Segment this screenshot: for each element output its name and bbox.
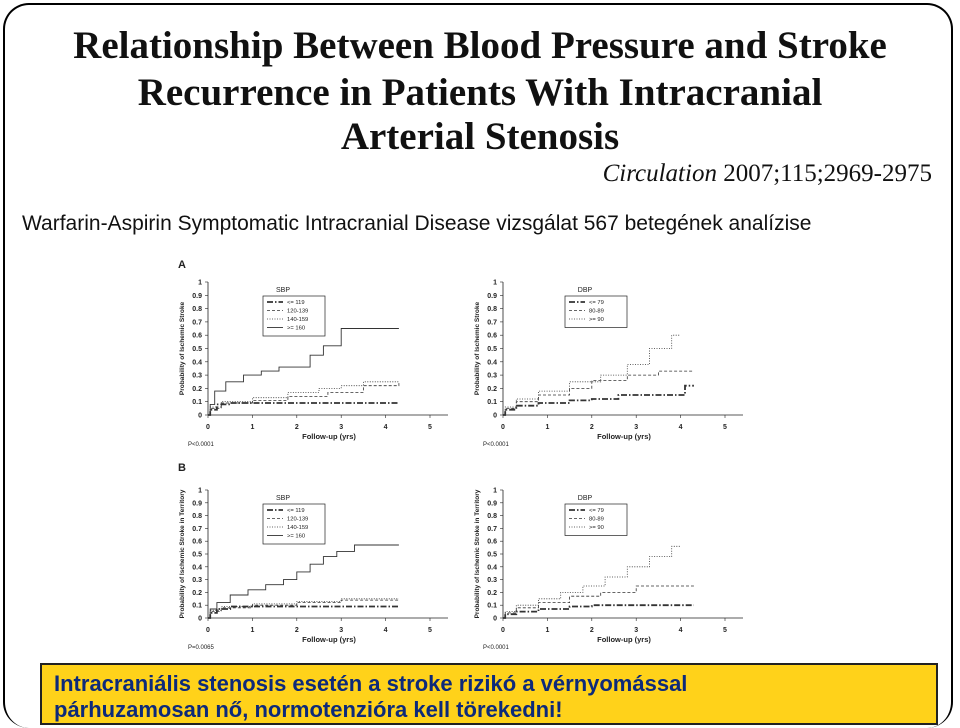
legend-label: 120-139 xyxy=(287,516,309,523)
panel-b-label: B xyxy=(178,462,186,474)
y-tick-label: 1 xyxy=(198,279,202,287)
legend-label: >= 90 xyxy=(589,525,604,532)
x-tick-label: 0 xyxy=(206,424,210,431)
x-tick-label: 3 xyxy=(634,424,639,431)
x-tick-label: 1 xyxy=(250,424,255,431)
y-axis-label: Probability of Ischemic Stroke xyxy=(179,301,186,396)
x-tick-label: 5 xyxy=(723,424,727,431)
x-axis-label: Follow-up (yrs) xyxy=(597,635,651,644)
x-tick-label: 1 xyxy=(250,627,255,634)
y-tick-label: 1 xyxy=(493,279,497,287)
series-line xyxy=(208,600,399,618)
chart-a-sbp xyxy=(170,270,465,455)
y-tick-label: 0.1 xyxy=(487,399,497,407)
y-tick-label: 0.6 xyxy=(487,538,497,546)
y-tick-label: 0.9 xyxy=(487,500,497,508)
y-tick-label: 0.7 xyxy=(192,525,202,533)
x-tick-label: 0 xyxy=(501,424,505,431)
x-axis-label: Follow-up (yrs) xyxy=(302,635,356,644)
conclusion-line-1: Intracraniális stenosis esetén a stroke rizikó a vérnyomással xyxy=(54,671,688,696)
y-tick-label: 0.6 xyxy=(487,332,497,340)
x-tick-label: 2 xyxy=(589,424,594,431)
x-axis-label: Follow-up (yrs) xyxy=(597,432,651,441)
x-tick-label: 3 xyxy=(634,627,639,634)
series-line xyxy=(503,586,694,618)
x-tick-label: 4 xyxy=(678,627,683,634)
y-tick-label: 0 xyxy=(198,615,202,623)
y-tick-label: 0.5 xyxy=(192,551,202,559)
series-line xyxy=(503,605,694,618)
legend-label: 120-139 xyxy=(287,308,309,315)
legend-label: <= 79 xyxy=(589,508,604,515)
y-tick-label: 0.8 xyxy=(192,513,202,521)
x-tick-label: 3 xyxy=(339,627,344,634)
x-tick-label: 5 xyxy=(428,424,432,431)
y-tick-label: 0 xyxy=(493,615,497,623)
chart-b-sbp xyxy=(170,478,465,658)
x-tick-label: 5 xyxy=(428,627,432,634)
pvalue-a-sbp: P<0.0001 xyxy=(188,442,214,448)
y-tick-label: 0 xyxy=(198,412,202,420)
y-tick-label: 0.1 xyxy=(487,602,497,610)
legend-label: >= 90 xyxy=(589,317,604,324)
pvalue-a-dbp: P<0.0001 xyxy=(483,442,509,448)
y-tick-label: 0.3 xyxy=(192,577,202,585)
chart-title: DBP xyxy=(577,495,593,502)
y-axis-label: Probability of Ischemic Stroke in Territory xyxy=(179,489,186,619)
x-tick-label: 3 xyxy=(339,424,344,431)
x-tick-label: 2 xyxy=(294,627,299,634)
conclusion-banner xyxy=(40,663,938,725)
legend-label: <= 79 xyxy=(589,300,604,307)
legend-label: <= 119 xyxy=(287,508,305,515)
legend-label: 80-89 xyxy=(589,308,604,315)
x-tick-label: 1 xyxy=(545,424,550,431)
series-line xyxy=(208,383,399,415)
x-tick-label: 2 xyxy=(589,627,594,634)
series-line xyxy=(208,382,399,415)
y-tick-label: 0.8 xyxy=(487,306,497,314)
y-tick-label: 1 xyxy=(198,487,202,495)
y-tick-label: 0.8 xyxy=(192,306,202,314)
y-tick-label: 0.5 xyxy=(192,346,202,353)
panel-a-label: A xyxy=(178,259,186,271)
legend-label: >= 160 xyxy=(287,533,306,540)
conclusion-line-2: párhuzamosan nő, normotenzióra kell törekedni! xyxy=(54,697,563,722)
legend-label: >= 160 xyxy=(287,325,306,332)
study-subtitle: Warfarin-Aspirin Symptomatic Intracranial Disease vizsgálat 567 betegének analízise xyxy=(22,212,812,235)
y-tick-label: 0.5 xyxy=(487,551,497,559)
pvalue-b-sbp: P=0.0065 xyxy=(188,645,214,651)
series-line xyxy=(503,386,694,415)
y-tick-label: 0.2 xyxy=(192,589,202,597)
y-tick-label: 0.4 xyxy=(192,359,202,367)
x-tick-label: 2 xyxy=(294,424,299,431)
x-tick-label: 4 xyxy=(383,424,388,431)
y-tick-label: 0.2 xyxy=(487,385,497,393)
y-tick-label: 0.4 xyxy=(192,564,202,572)
legend-label: 140-159 xyxy=(287,525,309,532)
y-tick-label: 0.3 xyxy=(192,372,202,380)
legend-label: 80-89 xyxy=(589,516,604,523)
y-axis-label: Probability of Ischemic Stroke in Territory xyxy=(474,489,481,619)
y-tick-label: 0.4 xyxy=(487,359,497,367)
series-line xyxy=(208,607,399,619)
x-tick-label: 0 xyxy=(501,627,505,634)
y-axis-label: Probability of Ischemic Stroke xyxy=(474,301,481,396)
x-tick-label: 4 xyxy=(678,424,683,431)
series-line xyxy=(208,403,399,415)
citation-ref: 2007;115;2969-2975 xyxy=(716,160,932,187)
citation-journal: Circulation xyxy=(602,160,717,187)
pvalue-b-dbp: P<0.0001 xyxy=(483,645,509,651)
y-tick-label: 0.3 xyxy=(487,372,497,380)
y-tick-label: 0.4 xyxy=(487,564,497,572)
y-tick-label: 0.9 xyxy=(487,292,497,300)
y-tick-label: 0.7 xyxy=(192,319,202,327)
y-tick-label: 0.1 xyxy=(192,399,202,407)
y-tick-label: 0.2 xyxy=(192,385,202,393)
y-tick-label: 0.6 xyxy=(192,332,202,340)
slide-title-line-1: Relationship Between Blood Pressure and Stroke xyxy=(73,24,887,67)
legend-label: <= 119 xyxy=(287,300,305,307)
slide-title-line-3: Arterial Stenosis xyxy=(340,115,620,158)
series-line xyxy=(503,371,694,415)
y-tick-label: 0.5 xyxy=(487,346,497,353)
citation xyxy=(603,160,932,188)
legend-label: 140-159 xyxy=(287,317,309,324)
x-tick-label: 5 xyxy=(723,627,727,634)
y-tick-label: 1 xyxy=(493,487,497,495)
y-tick-label: 0.7 xyxy=(487,525,497,533)
slide-title-line-2: Recurrence in Patients With Intracranial xyxy=(137,71,823,114)
y-tick-label: 0.6 xyxy=(192,538,202,546)
x-axis-label: Follow-up (yrs) xyxy=(302,432,356,441)
y-tick-label: 0.2 xyxy=(487,589,497,597)
y-tick-label: 0.3 xyxy=(487,577,497,585)
x-tick-label: 0 xyxy=(206,627,210,634)
series-line xyxy=(208,599,399,618)
chart-b-dbp xyxy=(465,478,760,658)
x-tick-label: 4 xyxy=(383,627,388,634)
x-tick-label: 1 xyxy=(545,627,550,634)
chart-title: SBP xyxy=(275,287,291,294)
chart-title: SBP xyxy=(275,495,291,502)
y-tick-label: 0.7 xyxy=(487,319,497,327)
y-tick-label: 0.9 xyxy=(192,500,202,508)
series-line xyxy=(208,329,399,416)
chart-title: DBP xyxy=(577,287,593,294)
chart-a-dbp xyxy=(465,270,760,455)
y-tick-label: 0 xyxy=(493,412,497,420)
y-tick-label: 0.8 xyxy=(487,513,497,521)
y-tick-label: 0.9 xyxy=(192,292,202,300)
y-tick-label: 0.1 xyxy=(192,602,202,610)
